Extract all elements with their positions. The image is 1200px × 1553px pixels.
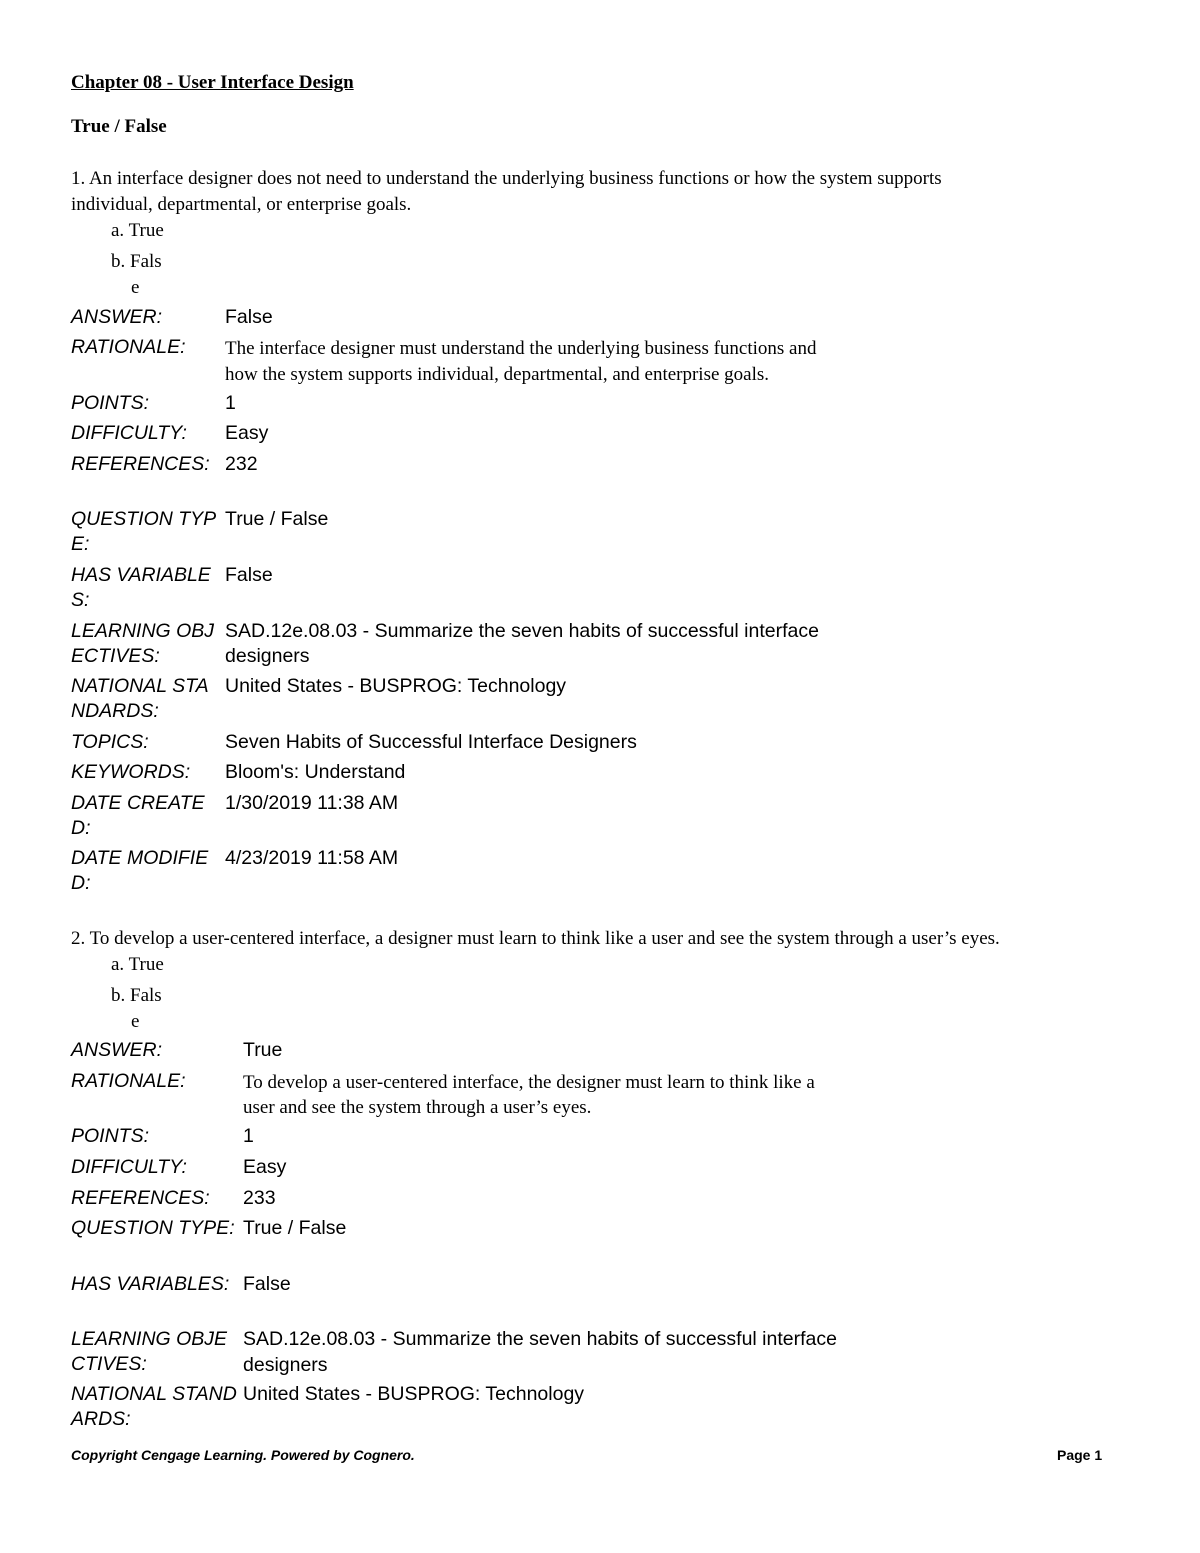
learning-objectives-label: LEARNING OBJECTIVES:: [71, 620, 215, 667]
references-value: 232: [225, 453, 258, 475]
question-text-line: individual, departmental, or enterprise goals.: [71, 194, 412, 215]
footer-page-number: Page 1: [1057, 1447, 1103, 1463]
difficulty-value: Easy: [225, 422, 269, 444]
points-label: POINTS:: [71, 1125, 150, 1147]
question-type-label: QUESTION TYPE:: [71, 508, 217, 555]
answer-label: ANSWER:: [71, 1039, 163, 1061]
keywords-value: Bloom's: Understand: [225, 761, 406, 783]
national-standards-value: United States - BUSPROG: Technology: [225, 675, 567, 697]
option-false: b. Fals: [111, 251, 162, 272]
answer-value: False: [225, 306, 273, 328]
date-modified-value: 4/23/2019 11:58 AM: [225, 847, 399, 869]
has-variables-value: False: [243, 1273, 291, 1295]
answer-value: True: [243, 1039, 283, 1061]
rationale-value-line: user and see the system through a user’s eyes.: [243, 1097, 592, 1118]
difficulty-label: DIFFICULTY:: [71, 422, 187, 444]
rationale-value-line: To develop a user-centered interface, the designer must learn to think like a: [243, 1072, 815, 1093]
references-value: 233: [243, 1187, 276, 1209]
section-heading: True / False: [71, 116, 167, 137]
question-type-value: True / False: [225, 508, 329, 530]
has-variables-label: HAS VARIABLES:: [71, 1273, 230, 1295]
national-standards-label: NATIONAL STANDARDS:: [71, 675, 209, 722]
option-true: a. True: [111, 220, 164, 241]
difficulty-label: DIFFICULTY:: [71, 1156, 187, 1178]
points-label: POINTS:: [71, 392, 150, 414]
references-label: REFERENCES:: [71, 1187, 210, 1209]
learning-objectives-label: LEARNING OBJECTIVES:: [71, 1328, 228, 1375]
national-standards-label: NATIONAL STANDARDS:: [71, 1383, 237, 1430]
date-created-label: DATE CREATED:: [71, 792, 205, 839]
rationale-label: RATIONALE:: [71, 1070, 186, 1092]
chapter-title: Chapter 08 - User Interface Design: [71, 72, 354, 93]
answer-label: ANSWER:: [71, 306, 163, 328]
rationale-value-line: The interface designer must understand the underlying business functions and: [225, 338, 817, 359]
rationale-value-line: how the system supports individual, departmental, and enterprise goals.: [225, 364, 770, 385]
national-standards-value: United States - BUSPROG: Technology: [243, 1383, 585, 1405]
topics-value: Seven Habits of Successful Interface Designers: [225, 731, 637, 753]
keywords-label: KEYWORDS:: [71, 761, 191, 783]
question-type-label: QUESTION TYPE:: [71, 1217, 235, 1239]
topics-label: TOPICS:: [71, 731, 149, 753]
question-text-line: 1. An interface designer does not need to understand the underlying business functions or how the system supports: [71, 168, 942, 189]
learning-objectives-value-line: SAD.12e.08.03 - Summarize the seven habits of successful interface: [243, 1328, 837, 1350]
question-text-line: 2. To develop a user-centered interface, a designer must learn to think like a user and see the system through a user’s eyes.: [71, 928, 1000, 949]
has-variables-value: False: [225, 564, 273, 586]
question-type-value: True / False: [243, 1217, 347, 1239]
learning-objectives-value-line: designers: [225, 645, 310, 667]
references-label: REFERENCES:: [71, 453, 210, 475]
option-true: a. True: [111, 954, 164, 975]
footer-copyright: Copyright Cengage Learning. Powered by Cognero.: [71, 1447, 415, 1463]
date-modified-label: DATE MODIFIED:: [71, 847, 209, 894]
option-false-wrap: e: [131, 1011, 140, 1032]
option-false-wrap: e: [131, 277, 140, 298]
points-value: 1: [225, 392, 236, 414]
rationale-label: RATIONALE:: [71, 336, 186, 358]
points-value: 1: [243, 1125, 254, 1147]
date-created-value: 1/30/2019 11:38 AM: [225, 792, 399, 814]
option-false: b. Fals: [111, 985, 162, 1006]
learning-objectives-value-line: SAD.12e.08.03 - Summarize the seven habits of successful interface: [225, 620, 819, 642]
learning-objectives-value-line: designers: [243, 1354, 328, 1376]
difficulty-value: Easy: [243, 1156, 287, 1178]
has-variables-label: HAS VARIABLES:: [71, 564, 211, 611]
